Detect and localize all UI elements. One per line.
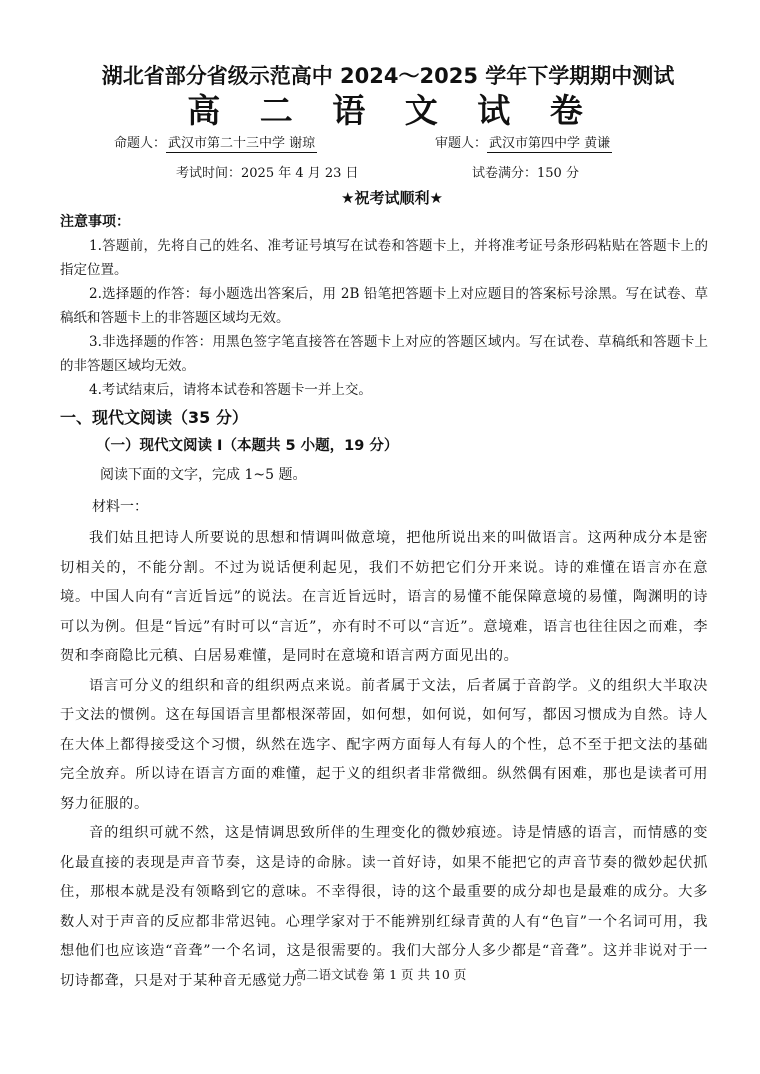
setter-value: 武汉市第二十三中学 谢琼 <box>168 136 316 151</box>
reading-instruction: 阅读下面的文字，完成 1~5 题。 <box>100 467 307 483</box>
note-item: 2.选择题的作答：每小题选出答案后，用 2B 铅笔把答题卡上对应题目的答案标号涂黑。写在试卷、草稿纸和答题卡上的非答题区域均无效。 <box>60 286 708 326</box>
page-footer: 高二语文试卷 第 1 页 共 10 页 <box>293 967 467 982</box>
reviewer-value: 武汉市第四中学 黄谦 <box>489 136 611 151</box>
full-score: 试卷满分：150 分 <box>472 166 579 181</box>
passage-paragraph: 语言可分义的组织和音的组织两点来说。前者属于文法，后者属于音韵学。义的组织大半取决于文法的惯例。这在每国语言里都根深蒂固，如何想，如何说，如何写，都因习惯成为自然。诗人在大体上都得接受这个习惯，纵然在选字、配字两方面每人有每人的个性，总不至于把文法的基础完全放弃。所以诗在语言方面的难懂，起于义的组织者非常微细。纵然偶有困难，那也是读者可用努力征服的。 <box>60 677 708 812</box>
note-item: 4.考试结束后，请将本试卷和答题卡一并上交。 <box>89 382 372 398</box>
subsection-title: （一）现代文阅读 Ⅰ（本题共 5 小题，19 分） <box>96 438 399 454</box>
note-item: 1.答题前，先将自己的姓名、准考证号填写在试卷和答题卡上，并将准考证号条形码粘贴在答题卡上的指定位置。 <box>60 238 708 278</box>
reviewer-label: 审题人： <box>435 136 488 151</box>
notes-title: 注意事项： <box>60 214 130 230</box>
school-header: 湖北省部分省级示范高中 2024～2025 学年下学期期中测试 <box>101 64 675 88</box>
blessing: ★祝考试顺利★ <box>341 189 443 207</box>
note-item: 3.非选择题的作答：用黑色签字笔直接答在答题卡上对应的答题区域内。写在试卷、草稿纸和答题卡上的非答题区域均无效。 <box>60 334 708 374</box>
author-row <box>62 132 708 156</box>
passage-paragraph: 我们姑且把诗人所要说的思想和情调叫做意境，把他所说出来的叫做语言。这两种成分本是密切相关的，不能分割。不过为说话便利起见，我们不妨把它们分开来说。诗的难懂在语言亦在意境。中国人向有“言近旨远”的说法。在言近旨远时，语言的易懂不能保障意境的易懂，陶渊明的诗可以为例。但是“旨远”有时可以“言近”，亦有时不可以“言近”。意境难，语言也往往因之而难，李贺和李商隐比元稹、白居易难懂，是同时在意境和语言两方面见出的。 <box>60 530 708 664</box>
material-label: 材料一： <box>92 499 148 515</box>
exam-info-row <box>62 162 708 186</box>
passage-paragraph: 音的组织可就不然，这是情调思致所伴的生理变化的微妙痕迹。诗是情感的语言，而情感的变化最直接的表现是声音节奏，这是诗的命脉。读一首好诗，如果不能把它的声音节奏的微妙起伏抓住，那根本就是没有领略到它的意味。不幸得很，诗的这个最重要的成分却也是最难的成分。大多数人对于声音的反应都非常迟钝。心理学家对于不能辨别红绿青黄的人有“色盲”一个名词可用，我想他们也应该造“音聋”一个名词，这是很需要的。我们大部分人多少都是“音聋”。这并非说对于一切诗都聋，只是对于某种音无感觉力。 <box>60 825 708 989</box>
exam-time: 考试时间：2025 年 4 月 23 日 <box>176 166 359 181</box>
exam-title: 高 二 语 文 试 卷 <box>187 91 597 130</box>
section-title: 一、现代文阅读（35 分） <box>60 408 248 427</box>
setter-label: 命题人： <box>114 136 167 151</box>
